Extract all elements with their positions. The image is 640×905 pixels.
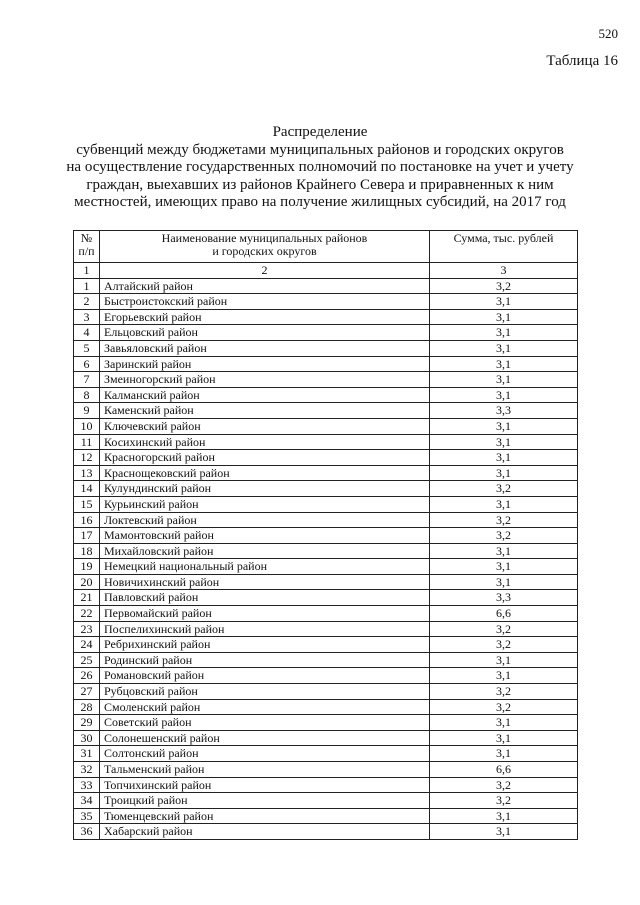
heading-line-4: местностей, имеющих право на получение жилищных субсидий, на 2017 год bbox=[74, 194, 566, 210]
district-name: Первомайский район bbox=[100, 606, 430, 622]
table-row bbox=[74, 715, 578, 731]
district-name: Быстроистокский район bbox=[100, 294, 430, 310]
table-row bbox=[74, 637, 578, 653]
heading-line-1: субвенций между бюджетами муниципальных районов и городских округов bbox=[76, 141, 564, 158]
subsidy-amount: 3,1 bbox=[430, 372, 578, 388]
subsidy-amount: 3,1 bbox=[430, 746, 578, 762]
table-row bbox=[74, 543, 578, 559]
heading-line-3: граждан, выехавших из районов Крайнего Севера и приравненных к ним bbox=[86, 176, 554, 193]
district-name: Егорьевский район bbox=[100, 309, 430, 325]
row-number: 25 bbox=[74, 652, 100, 668]
subsidy-amount: 3,3 bbox=[430, 403, 578, 419]
table-row bbox=[74, 278, 578, 294]
district-name: Змеиногорский район bbox=[100, 372, 430, 388]
row-number: 15 bbox=[74, 496, 100, 512]
district-name: Мамонтовский район bbox=[100, 528, 430, 544]
district-name: Локтевский район bbox=[100, 512, 430, 528]
table-header-row bbox=[74, 231, 578, 263]
subsidy-amount: 3,1 bbox=[430, 559, 578, 575]
row-number: 22 bbox=[74, 606, 100, 622]
row-number: 35 bbox=[74, 808, 100, 824]
subsidy-amount: 3,1 bbox=[430, 325, 578, 341]
subsidy-amount: 3,2 bbox=[430, 528, 578, 544]
row-number: 26 bbox=[74, 668, 100, 684]
subsidy-amount: 3,1 bbox=[430, 808, 578, 824]
page-number: 520 bbox=[598, 26, 618, 41]
table-row bbox=[74, 574, 578, 590]
district-name: Родинский район bbox=[100, 652, 430, 668]
district-name: Немецкий национальный район bbox=[100, 559, 430, 575]
subsidy-amount: 6,6 bbox=[430, 762, 578, 778]
district-name: Заринский район bbox=[100, 356, 430, 372]
subsidy-amount: 3,1 bbox=[430, 668, 578, 684]
row-number: 5 bbox=[74, 340, 100, 356]
table-row bbox=[74, 652, 578, 668]
table-row bbox=[74, 450, 578, 466]
district-name: Смоленский район bbox=[100, 699, 430, 715]
row-number: 9 bbox=[74, 403, 100, 419]
district-name: Павловский район bbox=[100, 590, 430, 606]
subsidy-amount: 3,1 bbox=[430, 294, 578, 310]
subsidy-amount: 3,2 bbox=[430, 793, 578, 809]
row-number: 12 bbox=[74, 450, 100, 466]
district-name: Ключевский район bbox=[100, 418, 430, 434]
table-row bbox=[74, 777, 578, 793]
table-row bbox=[74, 418, 578, 434]
district-name: Кулундинский район bbox=[100, 481, 430, 497]
table-label: Таблица 16 bbox=[546, 53, 618, 69]
table-row bbox=[74, 621, 578, 637]
table-row bbox=[74, 434, 578, 450]
table-row bbox=[74, 559, 578, 575]
row-number: 20 bbox=[74, 574, 100, 590]
table-row bbox=[74, 309, 578, 325]
header-name bbox=[100, 231, 430, 263]
table-row bbox=[74, 746, 578, 762]
row-number: 10 bbox=[74, 418, 100, 434]
district-name: Калманский район bbox=[100, 387, 430, 403]
subsidy-amount: 3,1 bbox=[430, 309, 578, 325]
subsidy-amount: 3,1 bbox=[430, 465, 578, 481]
table-row bbox=[74, 684, 578, 700]
table-row bbox=[74, 730, 578, 746]
header-number-line-2: п/п bbox=[78, 244, 95, 258]
header-number-line-1: № bbox=[80, 231, 93, 245]
row-number: 27 bbox=[74, 684, 100, 700]
header-sum: Сумма, тыс. рублей bbox=[430, 231, 578, 263]
district-name: Ельцовский район bbox=[100, 325, 430, 341]
subsidy-amount: 3,2 bbox=[430, 481, 578, 497]
subsidy-amount: 3,1 bbox=[430, 340, 578, 356]
district-name: Тюменцевский район bbox=[100, 808, 430, 824]
row-number: 33 bbox=[74, 777, 100, 793]
subsidy-amount: 3,2 bbox=[430, 621, 578, 637]
table-row bbox=[74, 808, 578, 824]
row-number: 30 bbox=[74, 730, 100, 746]
table-row bbox=[74, 606, 578, 622]
subsidy-amount: 3,1 bbox=[430, 356, 578, 372]
table-row bbox=[74, 325, 578, 341]
district-name: Топчихинский район bbox=[100, 777, 430, 793]
district-name: Солонешенский район bbox=[100, 730, 430, 746]
subsidy-amount: 3,2 bbox=[430, 777, 578, 793]
header-name-line-1: Наименование муниципальных районов bbox=[161, 231, 368, 245]
row-number: 18 bbox=[74, 543, 100, 559]
row-number: 7 bbox=[74, 372, 100, 388]
district-name: Тальменский район bbox=[100, 762, 430, 778]
subsidy-amount: 3,1 bbox=[430, 418, 578, 434]
row-number: 31 bbox=[74, 746, 100, 762]
row-number: 17 bbox=[74, 528, 100, 544]
district-name: Краснощековский район bbox=[100, 465, 430, 481]
table-row bbox=[74, 528, 578, 544]
district-name: Красногорский район bbox=[100, 450, 430, 466]
table-row bbox=[74, 762, 578, 778]
row-number: 8 bbox=[74, 387, 100, 403]
heading-title: Распределение bbox=[272, 124, 368, 140]
district-name: Алтайский район bbox=[100, 278, 430, 294]
district-name: Михайловский район bbox=[100, 543, 430, 559]
row-number: 19 bbox=[74, 559, 100, 575]
subsidy-amount: 3,1 bbox=[430, 652, 578, 668]
subsidy-amount: 3,1 bbox=[430, 450, 578, 466]
district-name: Советский район bbox=[100, 715, 430, 731]
table-row bbox=[74, 481, 578, 497]
row-number: 29 bbox=[74, 715, 100, 731]
document-heading bbox=[40, 124, 600, 212]
district-name: Курьинский район bbox=[100, 496, 430, 512]
row-number: 24 bbox=[74, 637, 100, 653]
column-number-1: 1 bbox=[74, 263, 100, 279]
district-name: Ребрихинский район bbox=[100, 637, 430, 653]
subsidy-amount: 3,2 bbox=[430, 512, 578, 528]
table-row bbox=[74, 340, 578, 356]
column-number-3: 3 bbox=[430, 263, 578, 279]
table-row bbox=[74, 372, 578, 388]
subsidy-amount: 6,6 bbox=[430, 606, 578, 622]
district-name: Хабарский район bbox=[100, 824, 430, 840]
table-row bbox=[74, 699, 578, 715]
subsidy-amount: 3,1 bbox=[430, 496, 578, 512]
table-row bbox=[74, 294, 578, 310]
table-row bbox=[74, 793, 578, 809]
district-name: Романовский район bbox=[100, 668, 430, 684]
column-numbering-row bbox=[74, 263, 578, 279]
subsidy-amount: 3,1 bbox=[430, 543, 578, 559]
distribution-table bbox=[73, 230, 578, 840]
district-name: Косихинский район bbox=[100, 434, 430, 450]
row-number: 36 bbox=[74, 824, 100, 840]
table-body bbox=[74, 278, 578, 839]
subsidy-amount: 3,1 bbox=[430, 730, 578, 746]
heading-line-2: на осуществление государственных полномочий по постановке на учет и учету bbox=[66, 159, 574, 175]
district-name: Рубцовский район bbox=[100, 684, 430, 700]
table-row bbox=[74, 387, 578, 403]
column-number-2: 2 bbox=[100, 263, 430, 279]
row-number: 21 bbox=[74, 590, 100, 606]
table-row bbox=[74, 403, 578, 419]
table-row bbox=[74, 512, 578, 528]
subsidy-amount: 3,3 bbox=[430, 590, 578, 606]
row-number: 23 bbox=[74, 621, 100, 637]
row-number: 3 bbox=[74, 309, 100, 325]
table-row bbox=[74, 824, 578, 840]
subsidy-amount: 3,2 bbox=[430, 684, 578, 700]
row-number: 16 bbox=[74, 512, 100, 528]
table-row bbox=[74, 590, 578, 606]
district-name: Поспелихинский район bbox=[100, 621, 430, 637]
header-name-line-2: и городских округов bbox=[212, 244, 317, 258]
row-number: 2 bbox=[74, 294, 100, 310]
district-name: Завьяловский район bbox=[100, 340, 430, 356]
row-number: 28 bbox=[74, 699, 100, 715]
subsidy-amount: 3,1 bbox=[430, 824, 578, 840]
row-number: 32 bbox=[74, 762, 100, 778]
row-number: 14 bbox=[74, 481, 100, 497]
table-row bbox=[74, 356, 578, 372]
table-row bbox=[74, 465, 578, 481]
row-number: 6 bbox=[74, 356, 100, 372]
row-number: 4 bbox=[74, 325, 100, 341]
subsidy-amount: 3,2 bbox=[430, 699, 578, 715]
district-name: Троицкий район bbox=[100, 793, 430, 809]
row-number: 34 bbox=[74, 793, 100, 809]
row-number: 11 bbox=[74, 434, 100, 450]
subsidy-amount: 3,1 bbox=[430, 387, 578, 403]
district-name: Солтонский район bbox=[100, 746, 430, 762]
table-row bbox=[74, 496, 578, 512]
subsidy-amount: 3,1 bbox=[430, 715, 578, 731]
row-number: 1 bbox=[74, 278, 100, 294]
table-row bbox=[74, 668, 578, 684]
district-name: Новичихинский район bbox=[100, 574, 430, 590]
district-name: Каменский район bbox=[100, 403, 430, 419]
subsidy-amount: 3,2 bbox=[430, 637, 578, 653]
subsidy-amount: 3,2 bbox=[430, 278, 578, 294]
subsidy-amount: 3,1 bbox=[430, 574, 578, 590]
subsidy-amount: 3,1 bbox=[430, 434, 578, 450]
row-number: 13 bbox=[74, 465, 100, 481]
header-number bbox=[74, 231, 100, 263]
